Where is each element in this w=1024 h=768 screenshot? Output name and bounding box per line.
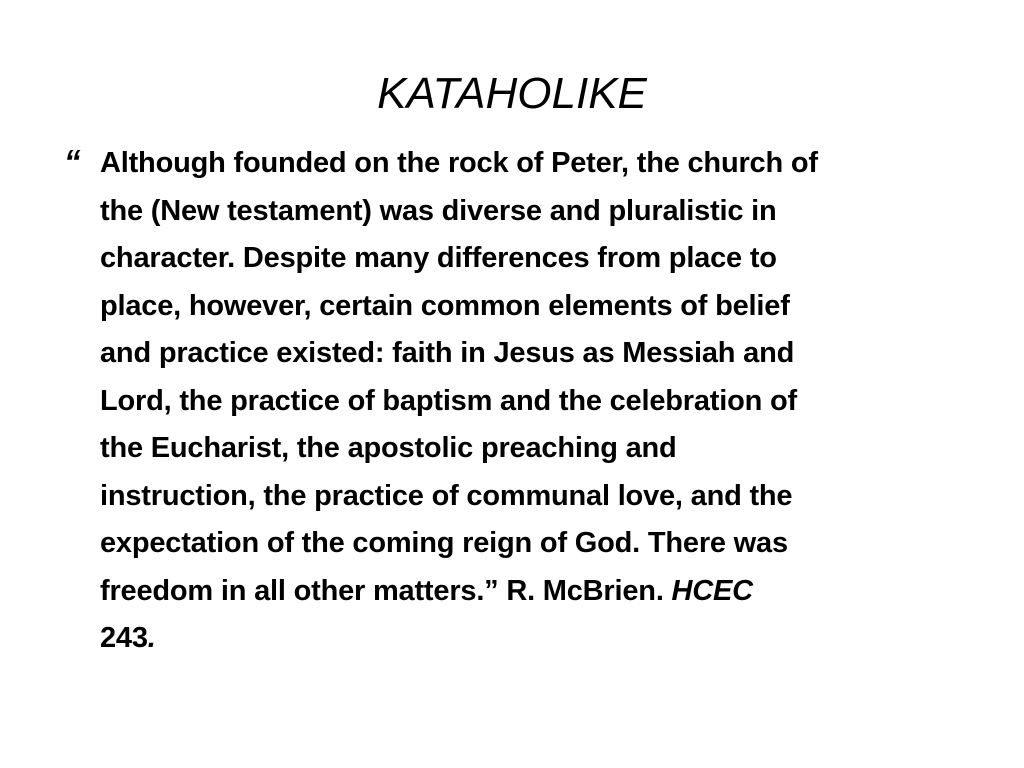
- quote-line-2: the (New testament) was diverse and pluralistic in: [100, 194, 777, 227]
- quote-line-11: [100, 615, 960, 663]
- quote-line-10-text: freedom in all other matters.” R. McBrien.: [100, 574, 672, 607]
- quote-line-1: Although founded on the rock of Peter, the church of: [100, 147, 818, 179]
- quote-line-3: character. Despite many differences from place to: [100, 242, 777, 274]
- quote-line-9: expectation of the coming reign of God. There was: [100, 527, 788, 559]
- quote-line-7: the Eucharist, the apostolic preaching and: [100, 432, 677, 464]
- quote-line-5: and practice existed: faith in Jesus as Messiah and: [100, 337, 795, 369]
- open-quote-mark: “: [64, 143, 81, 180]
- citation-page: 243: [100, 622, 148, 654]
- citation-work: HCEC: [671, 574, 753, 607]
- quote-line-10: [100, 568, 960, 616]
- quote-body: [64, 140, 960, 663]
- quote-line-4: place, however, certain common elements of belief: [100, 289, 790, 322]
- citation-end: .: [147, 622, 156, 654]
- quote-line-6: Lord, the practice of baptism and the celebration of: [100, 384, 797, 417]
- quote-line-8: instruction, the practice of communal love, and the: [100, 479, 793, 512]
- slide-title: KATAHOLIKE: [377, 69, 647, 118]
